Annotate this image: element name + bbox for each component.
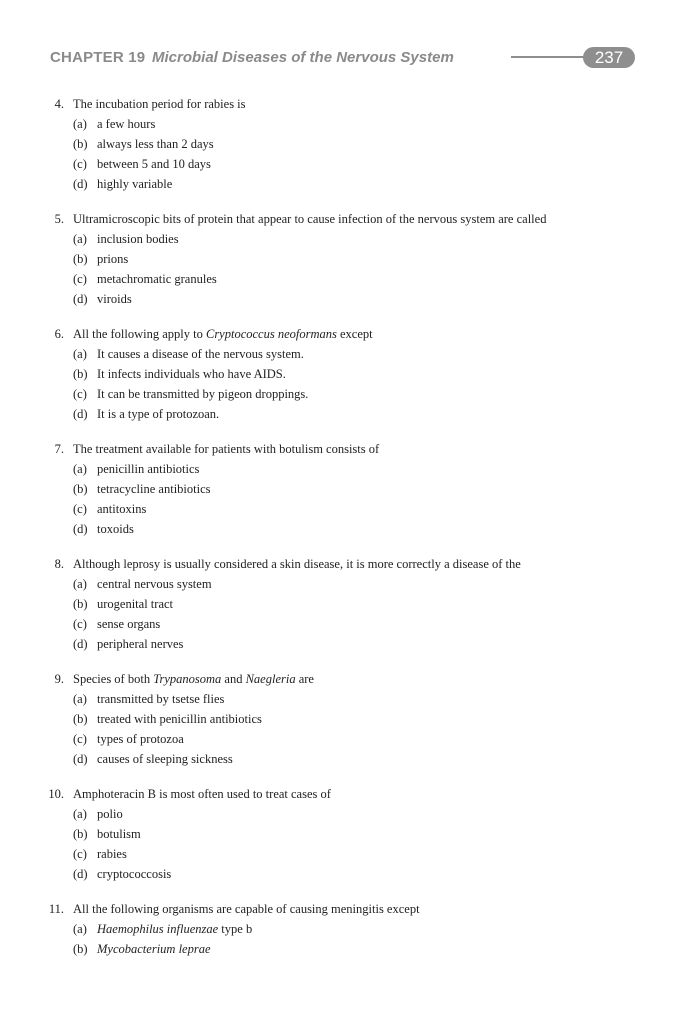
option-text (97, 922, 252, 937)
option-text: a few hours (97, 117, 156, 131)
page-number-badge: 237 (583, 47, 635, 68)
option-text: causes of sleeping sickness (97, 752, 233, 766)
option-row (0, 156, 683, 176)
question-number: 4. (54, 97, 64, 111)
option-row (0, 366, 683, 386)
question-number: 6. (54, 327, 64, 341)
option-text: central nervous system (97, 577, 212, 591)
option-row (0, 596, 683, 616)
organism-name: Naegleria (245, 672, 296, 686)
option-text: types of protozoa (97, 732, 184, 746)
option-text: toxoids (97, 522, 134, 536)
option-row (0, 501, 683, 521)
stem-part: are (295, 672, 314, 686)
option-row (0, 116, 683, 136)
question-10 (0, 786, 683, 886)
option-letter: (a) (73, 347, 87, 361)
option-letter: (d) (73, 522, 88, 536)
option-letter: (c) (73, 272, 87, 286)
option-letter: (b) (73, 827, 88, 841)
option-row (0, 406, 683, 426)
option-row (0, 231, 683, 251)
option-letter: (b) (73, 482, 88, 496)
option-row (0, 616, 683, 636)
option-row (0, 521, 683, 541)
option-row (0, 176, 683, 196)
question-stem: All the following organisms are capable of causing meningitis except (73, 902, 420, 916)
option-text: metachromatic granules (97, 272, 217, 286)
option-text: inclusion bodies (97, 232, 179, 246)
option-letter: (b) (73, 367, 88, 381)
chapter-title: Microbial Diseases of the Nervous System (152, 49, 454, 66)
option-letter: (b) (73, 252, 88, 266)
option-letter: (c) (73, 157, 87, 171)
option-letter: (a) (73, 117, 87, 131)
question-number: 7. (54, 442, 64, 456)
organism-name: Cryptococcus neoformans (205, 327, 337, 341)
page-header (50, 47, 640, 71)
option-letter: (d) (73, 637, 88, 651)
option-row (0, 291, 683, 311)
option-text: between 5 and 10 days (97, 157, 211, 171)
option-text: cryptococcosis (97, 867, 172, 881)
question-list (0, 96, 683, 976)
option-text: transmitted by tsetse flies (97, 692, 225, 706)
question-number: 8. (54, 557, 64, 571)
question-stem: Ultramicroscopic bits of protein that appear to cause infection of the nervous system are called (73, 212, 547, 226)
question-stem (73, 327, 373, 342)
option-row (0, 576, 683, 596)
question-stem: Amphoteracin B is most often used to treat cases of (73, 787, 331, 801)
question-number: 9. (54, 672, 64, 686)
option-row (0, 711, 683, 731)
question-8 (0, 556, 683, 656)
organism-name: Haemophilus influenzae (97, 922, 219, 936)
option-letter: (b) (73, 712, 88, 726)
organism-name: Mycobacterium leprae (97, 942, 211, 956)
option-row (0, 826, 683, 846)
question-stem: The treatment available for patients with botulism consists of (73, 442, 380, 456)
option-row (0, 846, 683, 866)
option-row (0, 481, 683, 501)
option-text: prions (97, 252, 129, 266)
option-text: It infects individuals who have AIDS. (97, 367, 286, 381)
option-row (0, 866, 683, 886)
option-letter: (d) (73, 867, 88, 881)
question-stem: Although leprosy is usually considered a skin disease, it is more correctly a disease of the (73, 557, 521, 571)
option-letter: (b) (73, 942, 88, 956)
question-number: 5. (54, 212, 64, 226)
option-text: rabies (97, 847, 127, 861)
question-5 (0, 211, 683, 311)
option-text: tetracycline antibiotics (97, 482, 211, 496)
stem-part: Species of both (73, 672, 154, 686)
option-text: sense organs (97, 617, 161, 631)
option-text: antitoxins (97, 502, 147, 516)
question-stem: The incubation period for rabies is (73, 97, 246, 111)
stem-part: All the following apply to (73, 327, 206, 341)
option-row (0, 731, 683, 751)
option-text: penicillin antibiotics (97, 462, 200, 476)
option-text: peripheral nerves (97, 637, 184, 651)
option-letter: (d) (73, 177, 88, 191)
option-text: always less than 2 days (97, 137, 214, 151)
question-9 (0, 671, 683, 771)
option-text: It can be transmitted by pigeon droppings. (97, 387, 309, 401)
chapter-label: CHAPTER 19 (50, 49, 146, 66)
option-row (0, 941, 683, 961)
question-stem (73, 672, 314, 687)
option-letter: (a) (73, 807, 87, 821)
option-letter: (b) (73, 597, 88, 611)
option-text: botulism (97, 827, 141, 841)
question-7 (0, 441, 683, 541)
option-letter: (d) (73, 752, 88, 766)
option-letter: (a) (73, 232, 87, 246)
option-row (0, 921, 683, 941)
stem-part: except (336, 327, 373, 341)
option-row (0, 691, 683, 711)
option-letter: (a) (73, 462, 87, 476)
option-row (0, 251, 683, 271)
option-letter: (c) (73, 847, 87, 861)
option-letter: (d) (73, 407, 88, 421)
option-text: treated with penicillin antibiotics (97, 712, 262, 726)
option-letter: (a) (73, 922, 87, 936)
stem-part: and (221, 672, 246, 686)
option-letter: (a) (73, 692, 87, 706)
option-text: highly variable (97, 177, 173, 191)
option-row (0, 346, 683, 366)
option-row (0, 751, 683, 771)
option-text: polio (97, 807, 123, 821)
option-letter: (d) (73, 292, 88, 306)
question-number: 11. (48, 902, 64, 916)
question-4 (0, 96, 683, 196)
option-row (0, 636, 683, 656)
option-text: urogenital tract (97, 597, 174, 611)
option-letter: (a) (73, 577, 87, 591)
question-6 (0, 326, 683, 426)
question-11 (0, 901, 683, 961)
option-letter: (c) (73, 387, 87, 401)
option-text: It is a type of protozoan. (97, 407, 220, 421)
option-letter: (c) (73, 617, 87, 631)
option-suffix: type b (218, 922, 253, 936)
option-row (0, 386, 683, 406)
option-letter: (b) (73, 137, 88, 151)
option-text (97, 942, 211, 957)
organism-name: Trypanosoma (153, 672, 222, 686)
question-number: 10. (48, 787, 64, 801)
option-row (0, 806, 683, 826)
option-row (0, 271, 683, 291)
option-row (0, 461, 683, 481)
option-text: viroids (97, 292, 132, 306)
option-text: It causes a disease of the nervous system. (97, 347, 304, 361)
header-rule (511, 56, 591, 58)
option-letter: (c) (73, 502, 87, 516)
option-letter: (c) (73, 732, 87, 746)
option-row (0, 136, 683, 156)
